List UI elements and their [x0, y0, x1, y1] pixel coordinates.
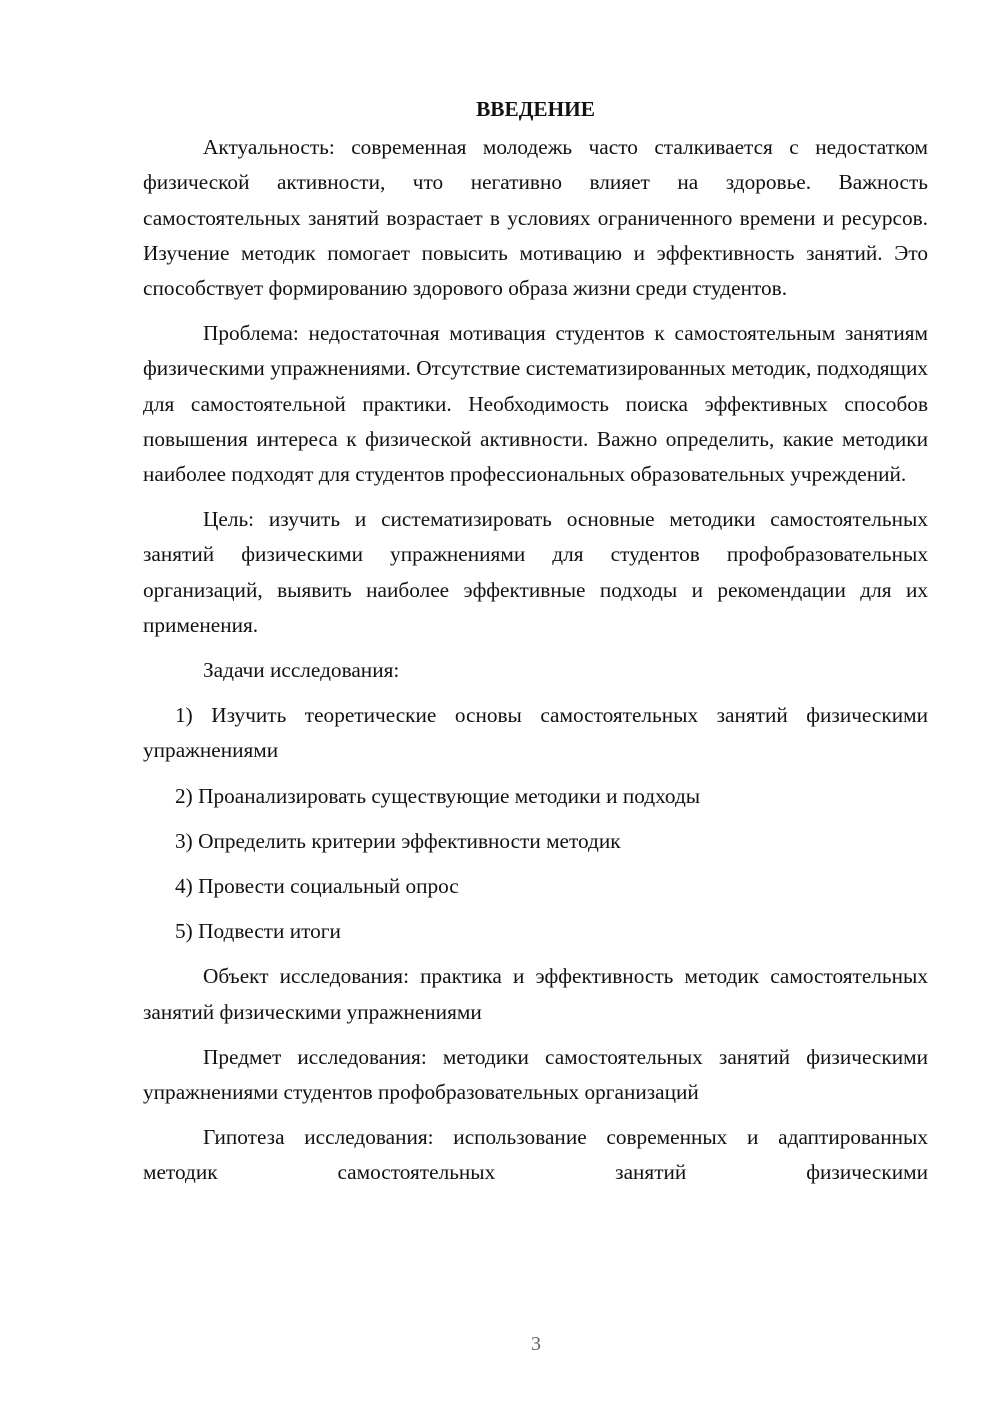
- relevance-paragraph: Актуальность: современная молодежь часто сталкивается с недостатком физической активности, что негативно влияет на здоровье. Важность самостоятельных занятий возрастает в условиях ограниченного времени и ресурсов. Изучение методик помогает повысить мотивацию и эффективность занятий. Это способствует формированию здорового образа жизни среди студентов.: [143, 135, 928, 301]
- task-item-5: 5) Подвести итоги: [175, 919, 341, 944]
- task-item-2: 2) Проанализировать существующие методики и подходы: [175, 783, 701, 808]
- page-title: ВВЕДЕНИЕ: [476, 97, 595, 121]
- hypothesis-paragraph: Гипотеза исследования: использование современных и адаптированных методик самостоятельных занятий физическими: [143, 1125, 928, 1185]
- object-paragraph: Объект исследования: практика и эффективность методик самостоятельных занятий физическими упражнениями: [143, 964, 928, 1024]
- tasks-heading: Задачи исследования:: [203, 658, 400, 683]
- page-number: 3: [531, 1333, 541, 1355]
- task-item-4: 4) Провести социальный опрос: [175, 874, 459, 899]
- problem-paragraph: Проблема: недостаточная мотивация студентов к самостоятельным занятиям физическими упражнениями. Отсутствие систематизированных методик, подходящих для самостоятельной практики. Необходимость поиска эффективных способов повышения интереса к физической активности. Важно определить, какие методики наиболее подходят для студентов профессиональных образовательных учреждений.: [143, 321, 928, 487]
- goal-paragraph: Цель: изучить и систематизировать основные методики самостоятельных занятий физическими упражнениями для студентов профобразовательных организаций, выявить наиболее эффективные подходы и рекомендации для их применения.: [143, 507, 928, 637]
- task-item-1: 1) Изучить теоретические основы самостоятельных занятий физическими упражнениями: [143, 703, 928, 763]
- page-content: [143, 92, 928, 1191]
- task-item-3: 3) Определить критерии эффективности методик: [175, 828, 621, 853]
- subject-paragraph: Предмет исследования: методики самостоятельных занятий физическими упражнениями студентов профобразовательных организаций: [143, 1044, 928, 1105]
